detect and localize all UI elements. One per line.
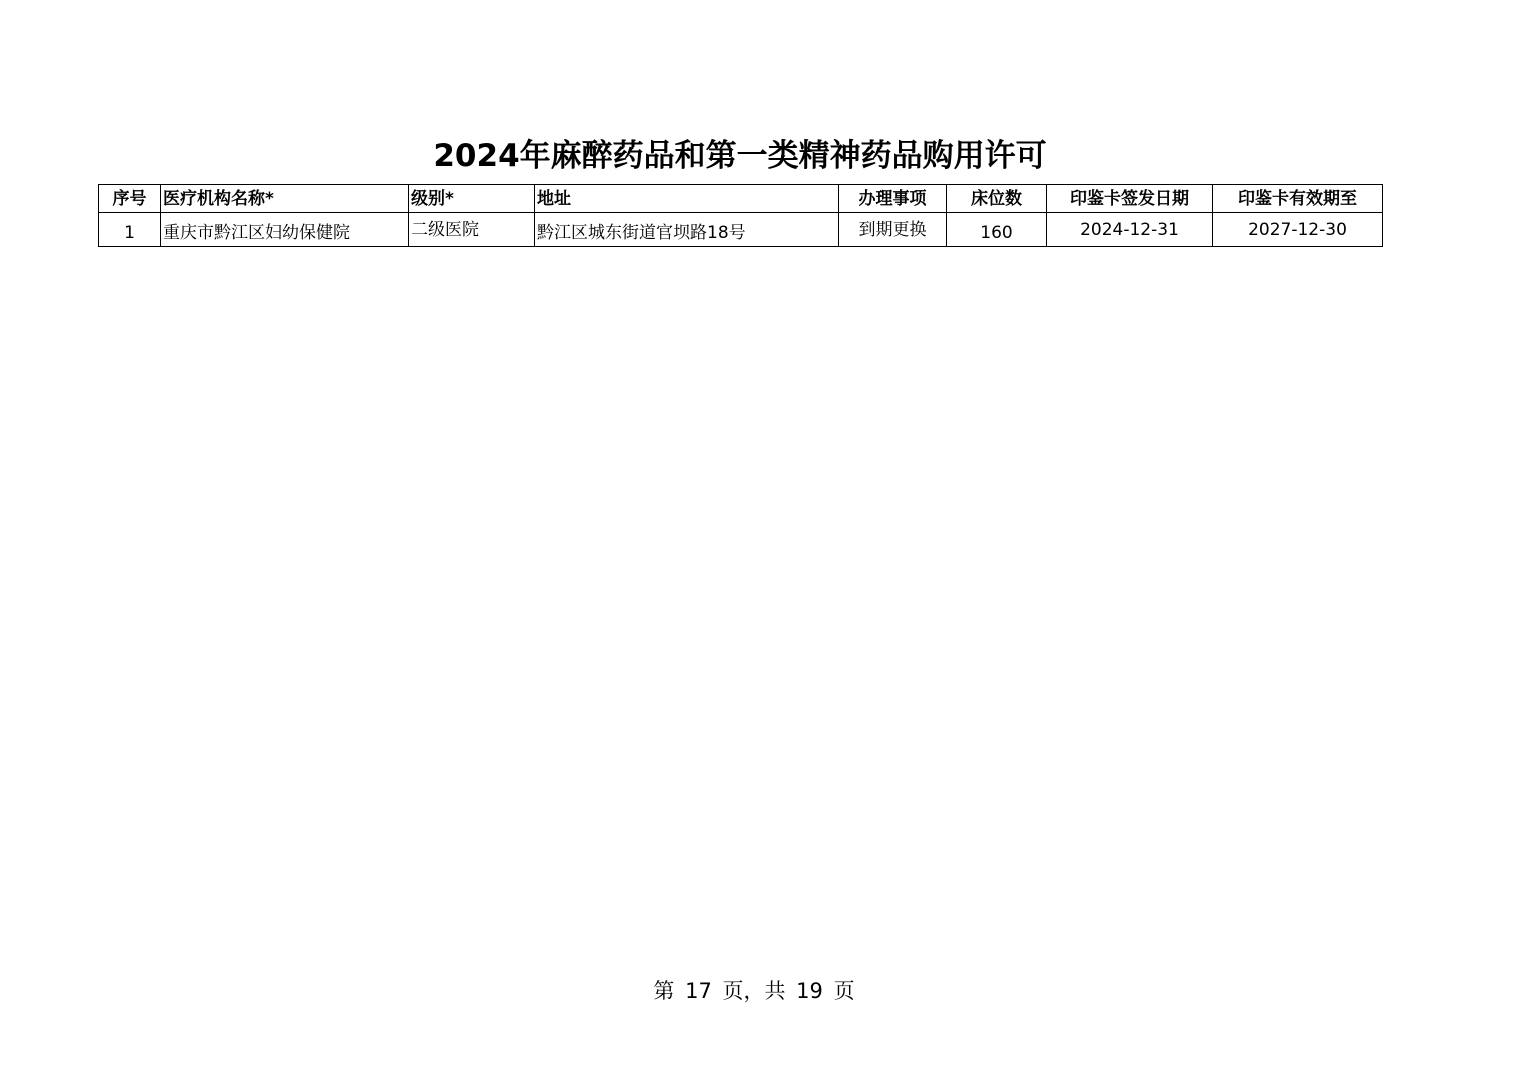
document-title: 2024年麻醉药品和第一类精神药品购用许可: [433, 138, 1047, 174]
cell-valid-until: 2027-12-30: [1213, 213, 1383, 247]
header-address: 地址: [535, 185, 839, 213]
cell-level: 二级医院: [409, 213, 535, 247]
permit-table: [98, 184, 1383, 247]
header-matter: 办理事项: [839, 185, 947, 213]
cell-issue-date: 2024-12-31: [1047, 213, 1213, 247]
header-valid-until: 印鉴卡有效期至: [1213, 185, 1383, 213]
table-row: [99, 213, 1383, 247]
page-number: 第 17 页，共 19 页: [653, 979, 855, 1003]
cell-beds: 160: [947, 213, 1047, 247]
header-seq: 序号: [99, 185, 161, 213]
cell-seq: 1: [99, 213, 161, 247]
header-institution: 医疗机构名称*: [161, 185, 409, 213]
cell-institution: 重庆市黔江区妇幼保健院: [161, 213, 409, 247]
header-beds: 床位数: [947, 185, 1047, 213]
table-header-row: [99, 185, 1383, 213]
header-level: 级别*: [409, 185, 535, 213]
cell-address: 黔江区城东街道官坝路18号: [535, 213, 839, 247]
header-issue-date: 印鉴卡签发日期: [1047, 185, 1213, 213]
cell-matter: 到期更换: [839, 213, 947, 247]
